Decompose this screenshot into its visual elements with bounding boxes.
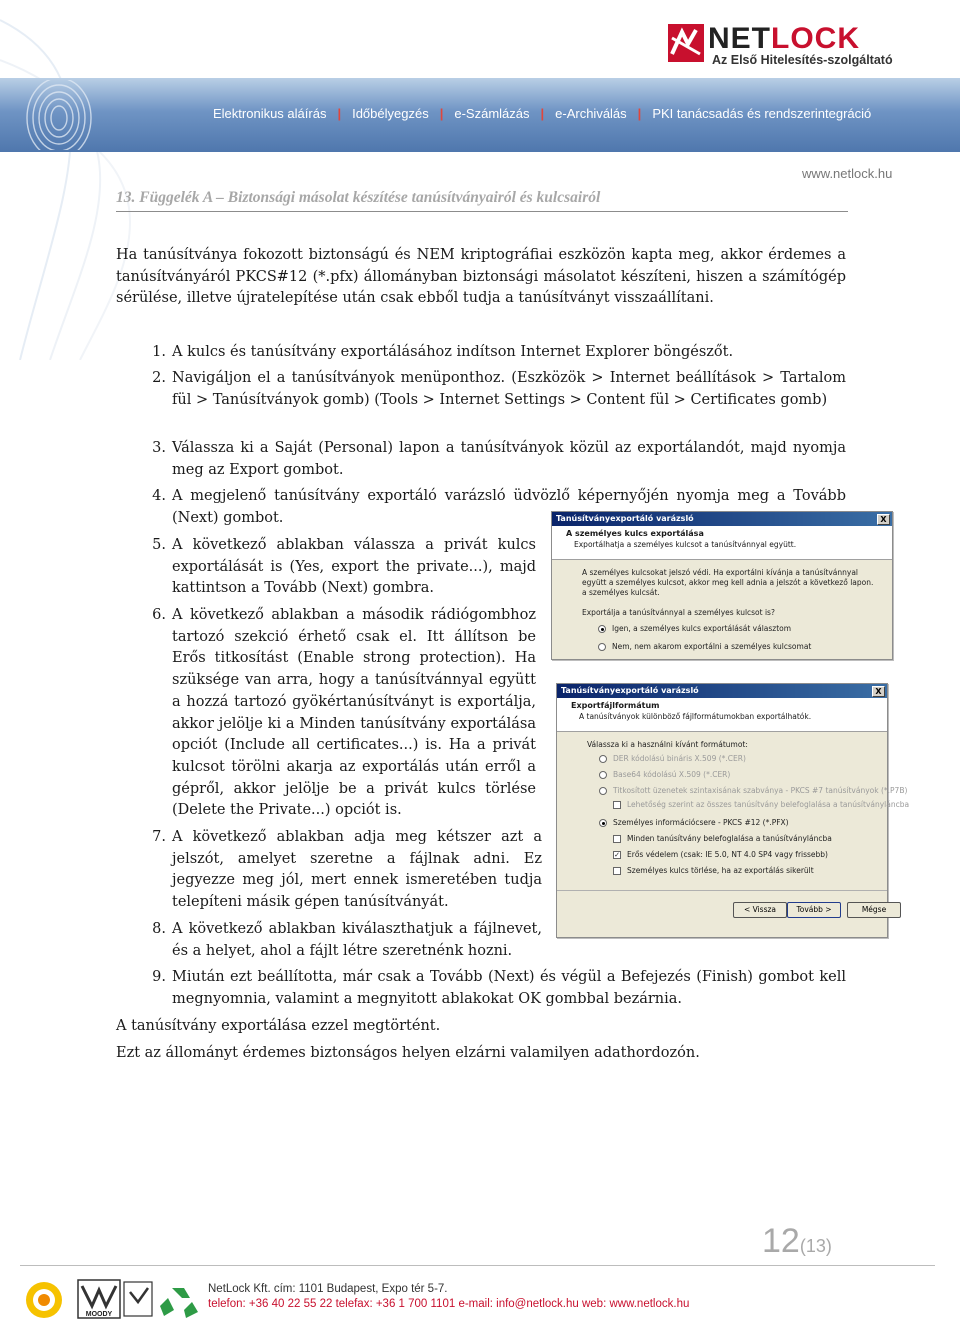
footer (208, 1282, 689, 1312)
footer-contact: telefon: +36 40 22 55 22 telefax: +36 1 700 1101 e-mail: info@netlock.hu web: www.netlock.hu (208, 1298, 690, 1310)
dialog-body: A személyes kulcsokat jelszó védi. Ha exportálni kívánja a tanúsítvánnyal együtt a személyes kulcsot, akkor meg kell adnia a jelszót a következő lapon. a személyes kulcsát. Exportálja a tanúsítvánnyal a személyes kulcsot is? Igen, a személyes kulcs exportálását választom Nem, nem akarom exportálni a személyes kulcsomat (552, 560, 892, 659)
dialog-title-bar: Tanúsítványexportáló varázsló X (552, 512, 892, 526)
checkbox-delete-key[interactable]: Személyes kulcs törlése, ha az exportálás sikerült (613, 866, 814, 875)
header-navbar (0, 78, 960, 152)
checkbox-pkcs7-chain[interactable]: Lehetőség szerint az összes tanúsítvány belefoglalása a tanúsítványláncba (613, 800, 909, 809)
radio-format-der[interactable]: DER kódolású bináris X.509 (*.CER) (599, 754, 746, 763)
radio-export-key-no[interactable]: Nem, nem akarom exportálni a személyes kulcsomat (598, 642, 811, 651)
footer-divider (20, 1265, 935, 1266)
step-item: 8. A következő ablakban kiválaszthatjuk a fájlnevet, és a helyet, ahol a fájlt létre szeretnénk hozni. (152, 921, 542, 959)
checkbox-icon (613, 867, 621, 875)
netlock-emblem-icon (668, 24, 704, 62)
nav-item-elektronikus-alairas[interactable]: Elektronikus aláírás (213, 106, 327, 121)
closing-line-2: Ezt az állományt érdemes biztonságos helyen elzárni valamilyen adathordozón. (116, 1045, 700, 1061)
brand-name: NETLOCK (708, 22, 860, 55)
checkbox-icon (613, 835, 621, 843)
close-icon[interactable]: X (877, 514, 890, 525)
radio-selected-icon (599, 819, 607, 827)
dialog-divider (557, 890, 887, 891)
nav-separator: | (540, 106, 545, 121)
step-item: 9. Miután ezt beállította, már csak a Tovább (Next) és végül a Befejezés (Finish) gombot kell megnyomnia, valamint a megnyitott ablakokat OK gombbal bezárnia. (152, 969, 846, 1007)
checkbox-checked-icon: ✓ (614, 851, 620, 859)
ukas-badge-icon (124, 1282, 152, 1316)
moody-badge-icon (78, 1280, 120, 1318)
radio-unselected-icon (599, 771, 607, 779)
dialog-header: Exportfájlformátum A tanúsítványok különböző fájlformátumokban exportálhatók. (557, 698, 887, 732)
cancel-button[interactable]: Mégse (847, 902, 901, 918)
closing-line-1: A tanúsítvány exportálása ezzel megtörtént. (116, 1018, 441, 1034)
back-button[interactable]: < Vissza (733, 902, 787, 918)
nav-separator: | (637, 106, 642, 121)
radio-unselected-icon (598, 643, 606, 651)
page-number: 12(13) (762, 1222, 832, 1260)
radio-format-pkcs12[interactable]: Személyes információcsere - PKCS #12 (*.PFX) (599, 818, 789, 827)
checkbox-icon (613, 801, 621, 809)
nav-menu (213, 106, 871, 121)
nav-item-e-szamlazas[interactable]: e-Számlázás (454, 106, 530, 121)
export-wizard-private-key-dialog (551, 511, 893, 660)
radio-unselected-icon (599, 787, 607, 795)
dialog-body: Válassza ki a használni kívánt formátumot: DER kódolású bináris X.509 (*.CER) Base64 kódolású X.509 (*.CER) Titkosított üzenetek szintaxisának szabványa - PKCS #7 tanúsítványok (*.P7B) Lehetőség szerint az összes tanúsítvány belefoglalása a tanúsítványláncba Személyes információcsere - PKCS #12 (*.PFX) Minden tanúsítvány belefoglalása a tanúsítványláncba ✓ Erős védelem (csak: IE 5.0, NT 4.0 SP4 vagy frissebb) Személyes kulcs törlése, ha az exportálás sikerült < Vissza Tovább > Mégse (557, 732, 887, 937)
step-item: 3. Válassza ki a Saját (Personal) lapon a tanúsítványok közül az exportálandót, majd nyomja meg az Export gombot. (152, 440, 846, 478)
nav-item-idobelyegzes[interactable]: Időbélyegzés (352, 106, 429, 121)
nav-separator: | (337, 106, 342, 121)
radio-format-base64[interactable]: Base64 kódolású X.509 (*.CER) (599, 770, 730, 779)
site-url[interactable]: www.netlock.hu (802, 166, 893, 181)
checkbox-strong-protection[interactable]: ✓ Erős védelem (csak: IE 5.0, NT 4.0 SP4 vagy frissebb) (614, 850, 828, 859)
recycle-icon (160, 1288, 198, 1318)
nav-separator: | (439, 106, 444, 121)
section-title: 13. Függelék A – Biztonsági másolat készítése tanúsítványairól és kulcsairól (116, 189, 848, 212)
certification-badges (22, 1276, 207, 1324)
export-wizard-file-format-dialog (556, 683, 910, 938)
step-item: 1. A kulcs és tanúsítvány exportálásához indítson Internet Explorer böngészőt. (152, 344, 734, 360)
close-icon[interactable]: X (872, 686, 885, 697)
checkbox-include-all[interactable]: Minden tanúsítvány belefoglalása a tanúsítványláncba (613, 834, 832, 843)
intro-paragraph: Ha tanúsítványa fokozott biztonságú és NEM kriptográfiai eszközön kapta meg, akkor érdemes a tanúsítványáról PKCS#12 (*.pfx) állományban biztonsági másolatot készíteni, hiszen a számítógép sérülése, illetve újratelepítése után csak ebből tudja a tanúsítványt visszaállítani. (116, 247, 846, 306)
radio-unselected-icon (599, 755, 607, 763)
step-item: 6. A következő ablakban a második rádiógombhoz tartozó szekció érhető csak el. Itt állítson be Erős titkosítást (Enable strong protection). Ha szüksége van arra, hogy a tanúsítvánnyal együtt a hozzá tartozó gyökértanúsítványt is exportálja, akkor jelölje ki a Minden tanúsítvány exportálása opciót (Include all certificates...) is. Ha a privát kulcsot törölni akarja az exportálás után erről a gépről, akkor jelölje be a privát kulcs törlése (Delete the Private...) opciót is. (152, 607, 536, 819)
footer-company: NetLock Kft. cím: 1101 Budapest, Expo tér 5-7. (208, 1283, 448, 1295)
radio-selected-icon (598, 625, 606, 633)
brand-tagline: Az Első Hitelesítés-szolgáltató (712, 53, 893, 67)
dialog-header: A személyes kulcs exportálása Exportálhatja a személyes kulcsot a tanúsítvánnyal együtt. (552, 526, 892, 560)
step-item: 4. A megjelenő tanúsítvány exportáló varázsló üdvözlő képernyőjén nyomja meg a Tovább (Next) gombot. (152, 488, 846, 526)
fingerprint-icon (14, 80, 94, 150)
dialog-title-bar: Tanúsítványexportáló varázsló X (557, 684, 887, 698)
svg-text:MOODY: MOODY (85, 1311, 113, 1318)
sgs-badge-icon (26, 1282, 62, 1318)
netlock-logo (668, 22, 918, 72)
step-item: 5. A következő ablakban válassza a privát kulcs exportálását is (Yes, export the private...), majd kattintson a Tovább (Next) gombra. (152, 537, 536, 597)
radio-export-key-yes[interactable]: Igen, a személyes kulcs exportálását választom (598, 624, 791, 633)
step-item: 2. Navigáljon el a tanúsítványok menüponthoz. (Eszközök > Internet beállítások > Tartalom fül > Tanúsítványok gomb) (Tools > Internet Settings > Content fül > Certificates gomb) (152, 370, 846, 408)
nav-item-pki[interactable]: PKI tanácsadás és rendszerintegráció (652, 106, 872, 121)
next-button[interactable]: Tovább > (787, 902, 841, 918)
radio-format-pkcs7[interactable]: Titkosított üzenetek szintaxisának szabványa - PKCS #7 tanúsítványok (*.P7B) (599, 786, 907, 795)
nav-item-e-archivalas[interactable]: e-Archiválás (555, 106, 627, 121)
step-item: 7. A következő ablakban adja meg kétszer azt a jelszót, amelyet szeretne a fájlnak adni. Ez jegyezze meg jól, mert ennek ismeretében tudja telepíteni másik gépen tanúsítványát. (152, 829, 542, 911)
